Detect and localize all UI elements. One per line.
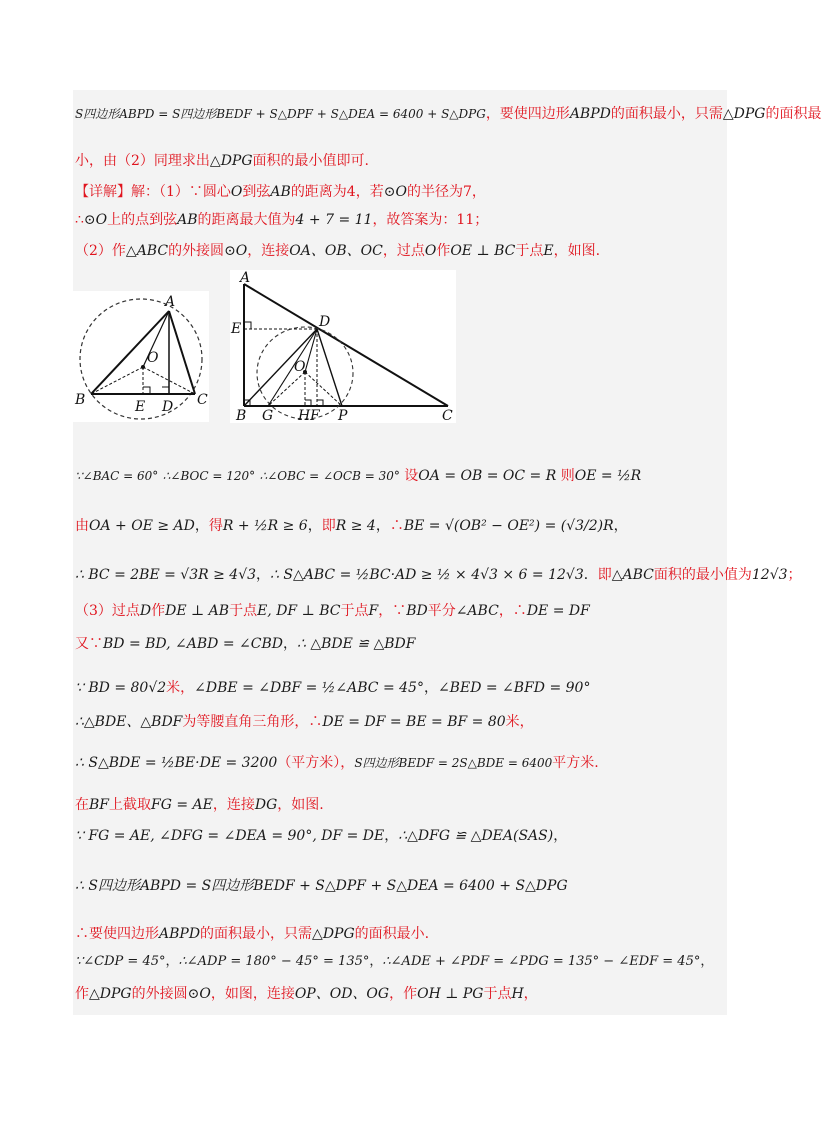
text: ，如图. [553, 243, 601, 259]
text: （3）过点 [75, 603, 140, 619]
text: 于点 [483, 986, 512, 1002]
formula: △DPG [89, 986, 132, 1002]
formula: S四边形BEDF = 2S△BDE = 6400 [354, 756, 553, 770]
formula: OA、OB、OC [289, 243, 383, 259]
formula: R ≥ 4 [335, 518, 376, 534]
text-line-15 [75, 826, 725, 846]
formula: AB [270, 184, 291, 200]
formula: OA + OE ≥ AD [89, 518, 195, 534]
text: 的面积最小，只需 [610, 106, 723, 122]
label-b: B [75, 392, 86, 408]
segment-ac [244, 284, 448, 406]
formula: ∴ S四边形ABPD = S四边形BEDF + S△DPF + S△DEA = 6400 + S△DPG [75, 878, 568, 894]
formula: ∵∠CDP = 45° [75, 954, 166, 969]
text: 的距离最大值为 [197, 212, 296, 228]
figure-circumcircle-abc [73, 291, 209, 422]
formula: DG [254, 797, 278, 813]
text: 米， [505, 714, 534, 730]
text-line-16 [75, 876, 725, 896]
text: 作 [75, 986, 89, 1002]
formula: BE = √(OB² − OE²) = (√3/2)R [403, 518, 614, 534]
formula: ∠ABC [455, 603, 499, 619]
text: 平方米. [552, 755, 599, 771]
label-d: D [319, 314, 331, 330]
text: ， [283, 636, 297, 652]
formula: ∵ FG = AE, ∠DFG = ∠DEA = 90°, DF = DE [75, 828, 385, 844]
text-line-4 [75, 210, 725, 230]
text: ； [787, 567, 802, 583]
label-o: O [294, 359, 306, 375]
label-a: A [165, 294, 176, 310]
label-c: C [197, 392, 208, 408]
label-p: P [338, 408, 348, 424]
formula: ⊙O [83, 212, 108, 228]
text-line-13 [75, 753, 725, 773]
text-line-17 [75, 924, 725, 944]
text: 的面积最 [765, 106, 821, 122]
label-f: F [310, 408, 320, 424]
text: 上的点到弦 [107, 212, 178, 228]
segment-ac [169, 311, 195, 394]
text: 由 [75, 518, 89, 534]
text: 设 [404, 468, 419, 484]
text: 的距离为4，若 [290, 184, 384, 200]
formula: D [139, 603, 152, 619]
formula: OE = ½R [574, 468, 642, 484]
text: （2）作 [75, 243, 126, 259]
text: 于点 [340, 603, 369, 619]
text: ， [700, 954, 714, 969]
text: ∴要使四边形 [75, 926, 159, 942]
text-line-2 [75, 151, 725, 171]
formula: △DPG [722, 106, 766, 122]
text: ，作 [389, 986, 418, 1002]
formula: △ABC [611, 567, 654, 583]
text: 即 [597, 567, 612, 583]
label-e: E [135, 399, 146, 415]
formula: ∴∠OBC = ∠OCB = 30° [259, 469, 400, 483]
text: ，要使四边形 [485, 106, 570, 122]
text-line-1 [75, 104, 821, 124]
right-angle-e [244, 322, 251, 329]
text-line-3 [75, 182, 725, 202]
text: 上截取 [109, 797, 152, 813]
text: 得 [208, 518, 223, 534]
formula: △DPG [312, 926, 355, 942]
formula: ABPD [159, 926, 201, 942]
formula: FG = AE [151, 797, 213, 813]
text: ， [523, 986, 538, 1002]
text: 面积的最小值即可. [252, 153, 369, 169]
text: ∴ [389, 518, 404, 534]
formula: ∴∠ADE + ∠PDF = ∠PDG = 135° − ∠EDF = 45° [382, 954, 701, 969]
text: ，如图. [277, 797, 324, 813]
formula: BD [406, 603, 428, 619]
label-d: D [162, 399, 174, 415]
text: 在 [75, 797, 89, 813]
text: 的面积最小，只需 [200, 926, 313, 942]
formula: ∵∠BAC = 60° [75, 469, 159, 483]
text-line-12 [75, 712, 725, 732]
text: 作 [436, 243, 451, 259]
formula: ∠DBE = ∠DBF = ½∠ABC = 45° [194, 680, 424, 696]
formula: O [424, 243, 437, 259]
text: 的半径为7， [406, 184, 486, 200]
text-line-10 [75, 634, 725, 654]
formula: F [368, 603, 379, 619]
formula: ∴∠BOC = 120° [162, 469, 256, 483]
text: ， [384, 828, 399, 844]
text-line-8: ∴ BC = 2BE = √3R ≥ 4√3，∴ S△ABC = ½BC·AD ≥ ½ × 4√3 × 6 = 12√3．即△ABC面积的最小值为12√3； [75, 567, 802, 583]
segment-dg [268, 329, 317, 406]
text-line-7: 由OA + OE ≥ AD，得R + ½R ≥ 6，即R ≥ 4，∴BE = √(OB² − OE²) = (√3/2)R， [75, 518, 628, 534]
label-h: H [298, 408, 311, 424]
text: 作 [151, 603, 166, 619]
formula: E [543, 243, 554, 259]
text-line-14 [75, 795, 725, 815]
text: ， [553, 828, 568, 844]
text-line-6 [75, 466, 725, 486]
formula: O [230, 184, 243, 200]
formula: ∠BED = ∠BFD = 90° [437, 680, 591, 696]
text: ，故答案为：11； [372, 212, 489, 228]
text: 为等腰直角三角形，∴ [182, 714, 323, 730]
formula: DE = DF = BE = BF = 80 [322, 714, 506, 730]
text: 于点 [229, 603, 258, 619]
text: 于点 [515, 243, 544, 259]
formula: ∵ BD = 80√2 [75, 680, 167, 696]
text: 解：（1）∵圆心 [131, 184, 231, 200]
formula: 4 + 7 = 11 [295, 212, 373, 228]
text: 又∵ [75, 636, 103, 652]
formula: ∴ S△BDE = ½BE·DE = 3200 [75, 755, 278, 771]
formula: ∴ BC = 2BE = √3R ≥ 4√3 [75, 567, 257, 583]
text: ，如图，连接 [210, 986, 295, 1002]
formula: BF [89, 797, 110, 813]
text-line-18 [75, 952, 725, 972]
formula: △ABC [125, 243, 169, 259]
text: ∴ [75, 212, 84, 228]
formula: ∴ △BDE ≌ △BDF [297, 636, 416, 652]
point-o [141, 365, 145, 369]
label-b: B [236, 408, 247, 424]
text: ，连接 [212, 797, 255, 813]
figure-quadrilateral-abpd [230, 270, 456, 423]
text: ，∵ [378, 603, 407, 619]
text: 小，由（2）同理求出 [75, 153, 210, 169]
formula: S四边形ABPD = S四边形BEDF + S△DPF + S△DEA = 6400 + S△DPG [75, 107, 486, 121]
formula: ∴△BDE、△BDF [75, 714, 183, 730]
formula: OA = OB = OC = R [418, 468, 557, 484]
formula: OE ⊥ BC [450, 243, 516, 259]
text-line-11 [75, 678, 725, 698]
formula: △DPG [209, 153, 253, 169]
label-c: C [442, 408, 453, 424]
text: ， [423, 680, 438, 696]
text: ， [369, 954, 383, 969]
formula: BD = BD, ∠ABD = ∠CBD [103, 636, 283, 652]
text: 即 [321, 518, 336, 534]
text-line-9 [75, 601, 725, 621]
right-angle-e [143, 387, 150, 394]
segment-ob [91, 367, 143, 394]
text-line-19 [75, 984, 725, 1004]
formula: H [511, 986, 524, 1002]
formula: ABPD [569, 106, 611, 122]
formula: ∴△DFG ≌ △DEA(SAS) [398, 828, 554, 844]
formula: R + ½R ≥ 6 [222, 518, 308, 534]
text: ，∴ [498, 603, 527, 619]
formula: ⊙O [187, 986, 211, 1002]
text: 平分 [427, 603, 456, 619]
label-o: O [147, 350, 159, 366]
label-e: E [231, 321, 242, 337]
formula: OH ⊥ PG [417, 986, 484, 1002]
formula: DE = DF [526, 603, 590, 619]
text: （平方米）， [277, 755, 355, 771]
text: 面积的最小值为 [653, 567, 752, 583]
text: 的面积最小. [354, 926, 430, 942]
text: 到弦 [242, 184, 271, 200]
formula: OP、OD、OG [294, 986, 390, 1002]
formula: ⊙O [224, 243, 248, 259]
formula: ∴ S△ABC = ½BC·AD ≥ ½ × 4√3 × 6 = 12√3 [270, 567, 584, 583]
formula: ∴∠ADP = 180° − 45° = 135° [178, 954, 370, 969]
text-line-5 [75, 241, 725, 261]
formula: DE ⊥ AB [165, 603, 230, 619]
detail-tag: 【详解】 [75, 184, 131, 200]
text: ，连接 [247, 243, 290, 259]
formula: ⊙O [383, 184, 407, 200]
label-g: G [262, 408, 274, 424]
text: ， [165, 954, 179, 969]
text: 的外接圆 [131, 986, 188, 1002]
text: 则 [560, 468, 575, 484]
formula: AB [177, 212, 198, 228]
formula: 12√3 [751, 567, 788, 583]
label-a: A [240, 270, 251, 286]
formula: E, DF ⊥ BC [257, 603, 341, 619]
text: ，过点 [382, 243, 425, 259]
text: 的外接圆 [168, 243, 225, 259]
text: 米， [166, 680, 195, 696]
